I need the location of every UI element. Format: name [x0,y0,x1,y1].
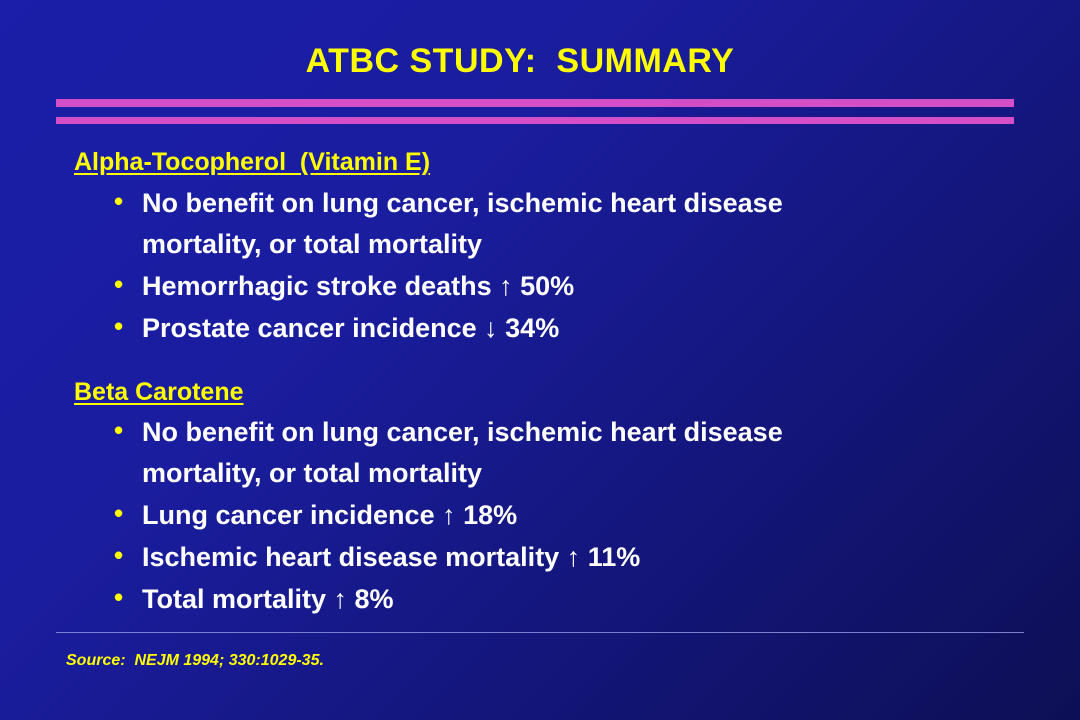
bullet-icon: • [114,186,124,216]
bullet-icon: • [114,498,124,528]
list-item: Lung cancer incidence ↑ 18% [142,500,518,530]
list-item: Prostate cancer incidence ↓ 34% [142,313,560,343]
list-item: No benefit on lung cancer, ischemic heart disease mortality, or total mortality [142,417,783,488]
bullet-icon: • [114,540,124,570]
list-item: Total mortality ↑ 8% [142,584,394,614]
list-item: No benefit on lung cancer, ischemic heart disease mortality, or total mortality [142,188,783,259]
section-heading-beta-carotene: Beta Carotene [74,378,244,406]
section-heading-vitamin-e: Alpha-Tocopherol (Vitamin E) [74,148,431,176]
bullet-icon: • [114,582,124,612]
decorative-rule-bottom [56,117,1014,124]
slide-title: ATBC STUDY: SUMMARY [305,42,735,80]
list-item: Hemorrhagic stroke deaths ↑ 50% [142,271,575,301]
decorative-rule-top [56,99,1014,107]
source-citation: Source: NEJM 1994; 330:1029-35. [66,652,324,669]
bullet-icon: • [114,311,124,341]
footer-divider [56,632,1024,633]
list-item: Ischemic heart disease mortality ↑ 11% [142,542,641,572]
bullet-icon: • [114,269,124,299]
bullet-icon: • [114,415,124,445]
